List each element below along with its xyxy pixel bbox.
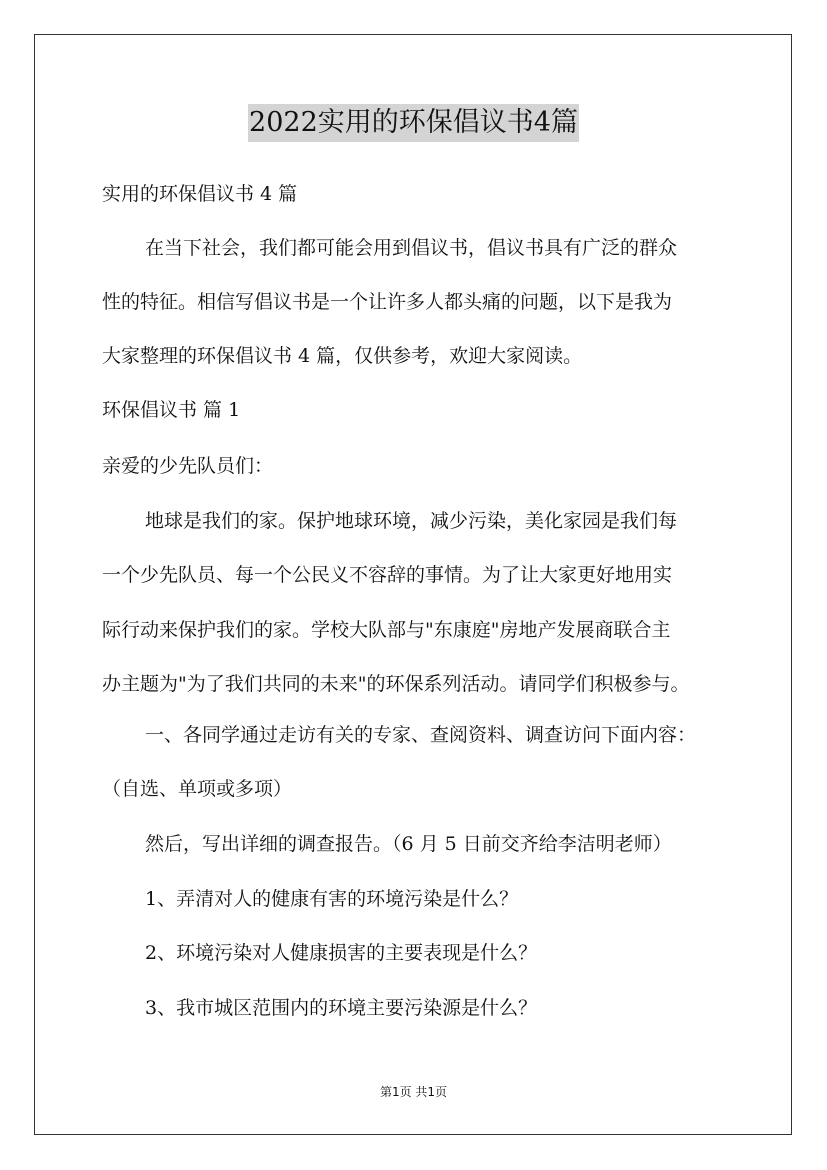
paragraph-line: 然后，写出详细的调查报告。（6 月 5 日前交齐给李洁明老师） [145, 833, 672, 855]
list-item: 2、环境污染对人健康损害的主要表现是什么？ [145, 942, 538, 964]
page-footer: 第1页 共1页 [379, 1085, 448, 1099]
list-item: 3、我市城区范围内的环境主要污染源是什么？ [145, 997, 538, 1019]
paragraph-line: 际行动来保护我们的家。学校大队部与"东康庭"房地产发展商联合主 [102, 619, 671, 641]
salutation-line: 亲爱的少先队员们： [102, 455, 274, 477]
document-title-text: 2022实用的环保倡议书4篇 [248, 104, 579, 142]
paragraph-line: 在当下社会，我们都可能会用到倡议书，倡议书具有广泛的群众 [145, 237, 678, 259]
subtitle-line: 实用的环保倡议书 4 篇 [102, 183, 298, 205]
paragraph-line: 一、各同学通过走访有关的专家、查阅资料、调查访问下面内容： [145, 724, 697, 746]
paragraph-line: 办主题为"为了我们共同的未来"的环保系列活动。请同学们积极参与。 [102, 673, 690, 695]
paragraph-line: （自选、单项或多项） [102, 778, 293, 800]
document-title [0, 104, 827, 142]
paragraph-line: 大家整理的环保倡议书 4 篇，仅供参考，欢迎大家阅读。 [102, 345, 583, 367]
paragraph-line: 地球是我们的家。保护地球环境，减少污染，美化家园是我们每 [145, 510, 678, 532]
paragraph-line: 性的特征。相信写倡议书是一个让许多人都头痛的问题，以下是我为 [102, 291, 673, 313]
list-item: 1、弄清对人的健康有害的环境污染是什么？ [145, 888, 519, 910]
section-heading: 环保倡议书 篇 1 [102, 399, 241, 421]
paragraph-line: 一个少先队员、每一个公民义不容辞的事情。为了让大家更好地用实 [102, 564, 673, 586]
